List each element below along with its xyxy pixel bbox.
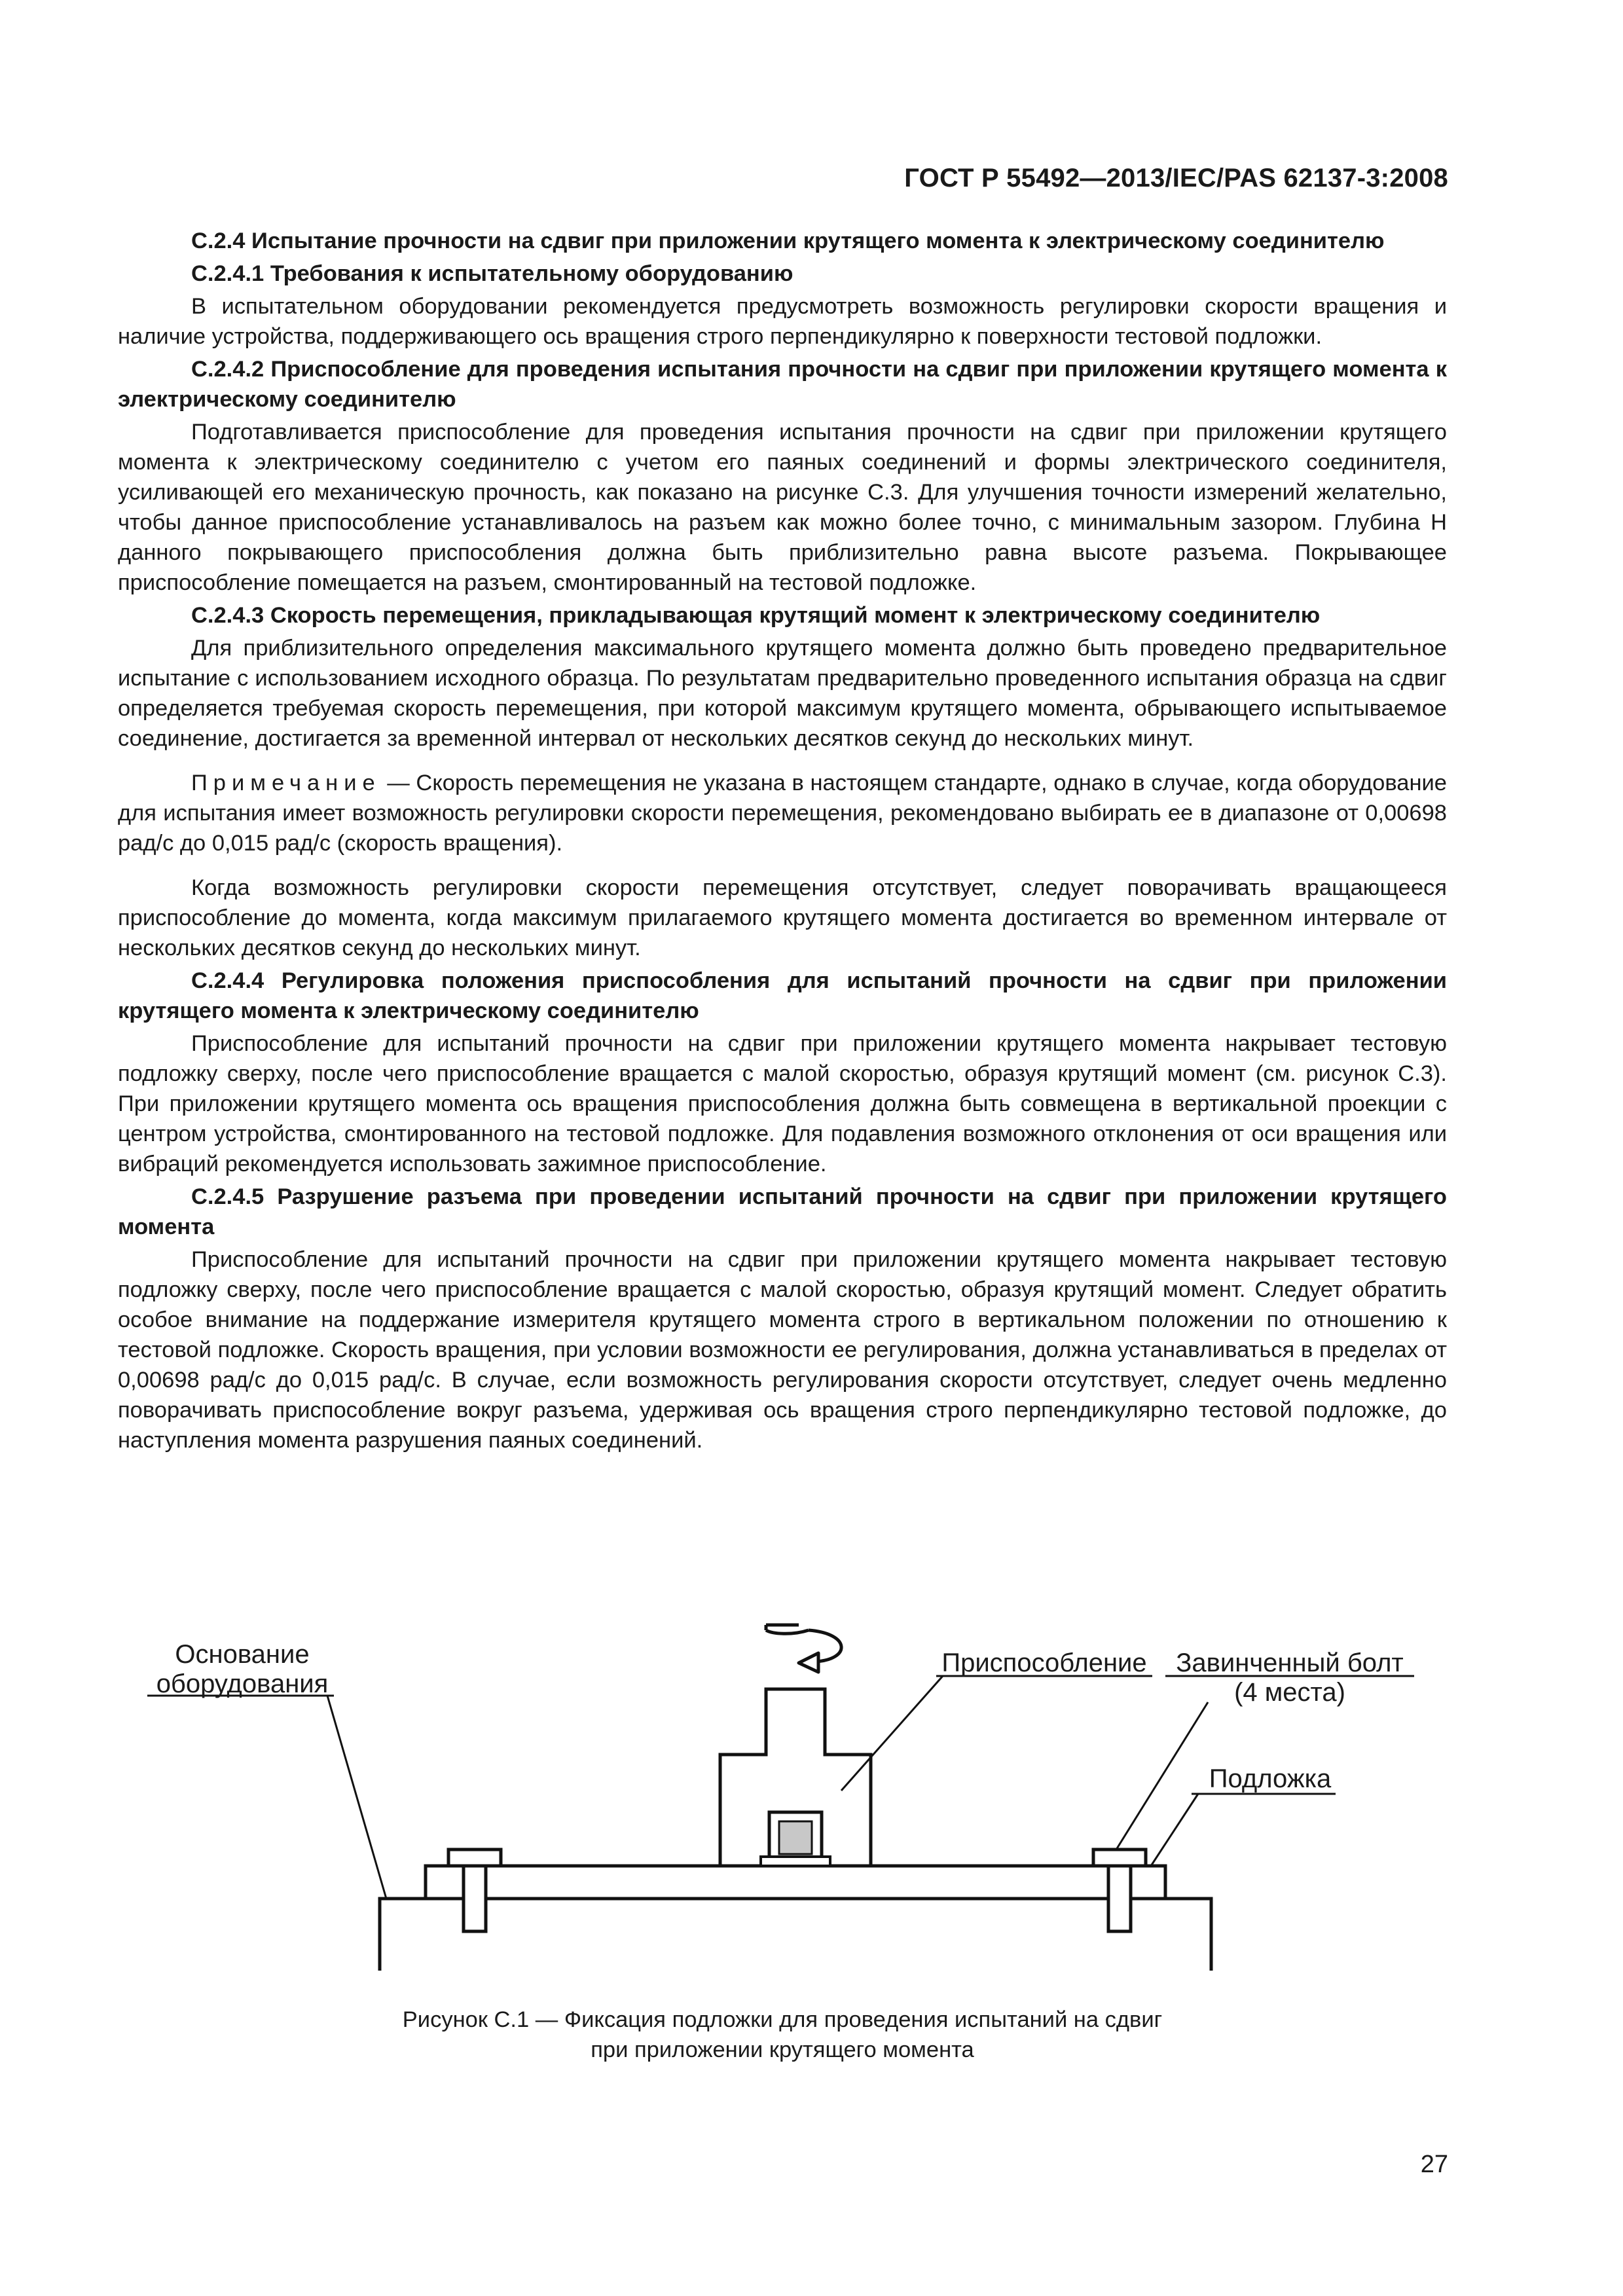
- figure-c-1: [118, 1604, 1447, 1977]
- paragraph: Приспособление для испытаний прочности на сдвиг при приложении крутящего момента накрывает тестовую подложку сверху, после чего приспособление вращается с малой скоростью, образуя крутящий момент (см. рисунок С.3). При приложении крутящего момента ось вращения приспособления должна быть совмещена в вертикальной проекции с центром устройства, смонтированного на тестовой подложке. Для подавления возможного отклонения от оси вращения или вибраций рекомендуется использовать зажимное приспособление.: [118, 1031, 1447, 1176]
- note-text: — Скорость перемещения не указана в настоящем стандарте, однако в случае, когда оборудование для испытания имеет возможность регулировки скорости перемещения, рекомендовано выбирать ее в диапазоне от 0,00698 рад/с до 0,015 рад/с (скорость вращения).: [118, 771, 1447, 856]
- figure-caption-line1: Рисунок С.1 — Фиксация подложки для проведения испытаний на сдвиг: [402, 2007, 1163, 2032]
- paragraph: Подготавливается приспособление для проведения испытания прочности на сдвиг при приложении крутящего момента к электрическому соединителю с учетом его паяных соединений и формы электрического соединителя, усиливающей его механическую прочность, как показано на рисунке С.3. Для улучшения точности измерений желательно, чтобы данное приспособление устанавливалось на разъем как можно более точно, с минимальным зазором. Глубина Н данного покрывающего приспособления должна быть приблизительно равна высоте разъема. Покрывающее приспособление помещается на разъем, смонтированный на тестовой подложке.: [118, 420, 1447, 595]
- section-heading-c-2-4-4: С.2.4.4 Регулировка положения приспособления для испытаний прочности на сдвиг при приложении крутящего момента к электрическому соединителю: [118, 968, 1447, 1023]
- base-label-line1: Основание: [175, 1640, 310, 1669]
- right-bolt-head: [1093, 1850, 1146, 1866]
- fixture-label: Приспособление: [941, 1649, 1147, 1677]
- section-heading-c-2-4-5: С.2.4.5 Разрушение разъема при проведении испытаний прочности на сдвиг при приложении крутящего момента: [118, 1184, 1447, 1239]
- bolt-label-line1: Завинченный болт: [1176, 1649, 1404, 1677]
- note: [118, 768, 1447, 858]
- page-number: 27: [1420, 2151, 1448, 2178]
- base-label-line2: оборудования: [156, 1669, 329, 1698]
- paragraph: В испытательном оборудовании рекомендуется предусмотреть возможность регулировки скорости вращения и наличие устройства, поддерживающего ось вращения строго перпендикулярно к поверхности тестовой подложки.: [118, 294, 1447, 349]
- right-bolt-shank: [1108, 1866, 1131, 1931]
- substrate-label: Подложка: [1209, 1764, 1332, 1793]
- connector-core: [779, 1821, 812, 1854]
- rotation-arrow-icon: [766, 1625, 841, 1672]
- paragraph: Для приблизительного определения максимального крутящего момента должно быть проведено предварительное испытание с использованием исходного образца. По результатам предварительно проведенного испытания образца на сдвиг определяется требуемая скорость перемещения, при которой максимум крутящего момента, обрывающего испытываемое соединение, достигается за временной интервал от нескольких десятков секунд до нескольких минут.: [118, 636, 1447, 751]
- section-heading-c-2-4-2: С.2.4.2 Приспособление для проведения испытания прочности на сдвиг при приложении крутящего момента к электрическому соединителю: [118, 357, 1447, 412]
- left-bolt-head: [448, 1850, 501, 1866]
- paragraph: Приспособление для испытаний прочности на сдвиг при приложении крутящего момента накрывает тестовую подложку сверху, после чего приспособление вращается с малой скоростью, образуя крутящий момент. Следует обратить особое внимание на поддержание измерителя крутящего момента строго в вертикальном положении по отношению к тестовой подложке. Скорость вращения, при условии возможности ее регулирования, должна устанавливаться в пределах от 0,00698 рад/с до 0,015 рад/с. В случае, если возможность регулирования скорости отсутствует, следует очень медленно поворачивать приспособление вокруг разъема, удерживая ось вращения строго перпендикулярно тестовой подложке, до наступления момента разрушения паяных соединений.: [118, 1247, 1447, 1453]
- equipment-base: [380, 1899, 1211, 1971]
- connector-base: [761, 1857, 830, 1866]
- document-header: ГОСТ Р 55492—2013/IEC/PAS 62137-3:2008: [904, 164, 1448, 192]
- note-label: Примечание: [191, 771, 381, 795]
- left-bolt-shank: [464, 1866, 486, 1931]
- substrate-plate: [426, 1866, 1165, 1899]
- section-heading-c-2-4-3: С.2.4.3 Скорость перемещения, прикладывающая крутящий момент к электрическому соединителю: [191, 603, 1321, 628]
- paragraph: Когда возможность регулировки скорости перемещения отсутствует, следует поворачивать вращающееся приспособление до момента, когда максимум прилагаемого крутящего момента достигается во временном интервале от нескольких десятков секунд до нескольких минут.: [118, 875, 1447, 960]
- document-body: [118, 226, 1447, 1458]
- section-heading-c-2-4: С.2.4 Испытание прочности на сдвиг при приложении крутящего момента к электрическому соединителю: [191, 228, 1385, 253]
- figure-caption-line2: при приложении крутящего момента: [591, 2037, 974, 2062]
- bolt-label-line2: (4 места): [1234, 1678, 1345, 1707]
- figure-caption: [118, 2005, 1447, 2065]
- fixture-diagram: [118, 1604, 1447, 1977]
- section-heading-c-2-4-1: С.2.4.1 Требования к испытательному оборудованию: [191, 261, 793, 286]
